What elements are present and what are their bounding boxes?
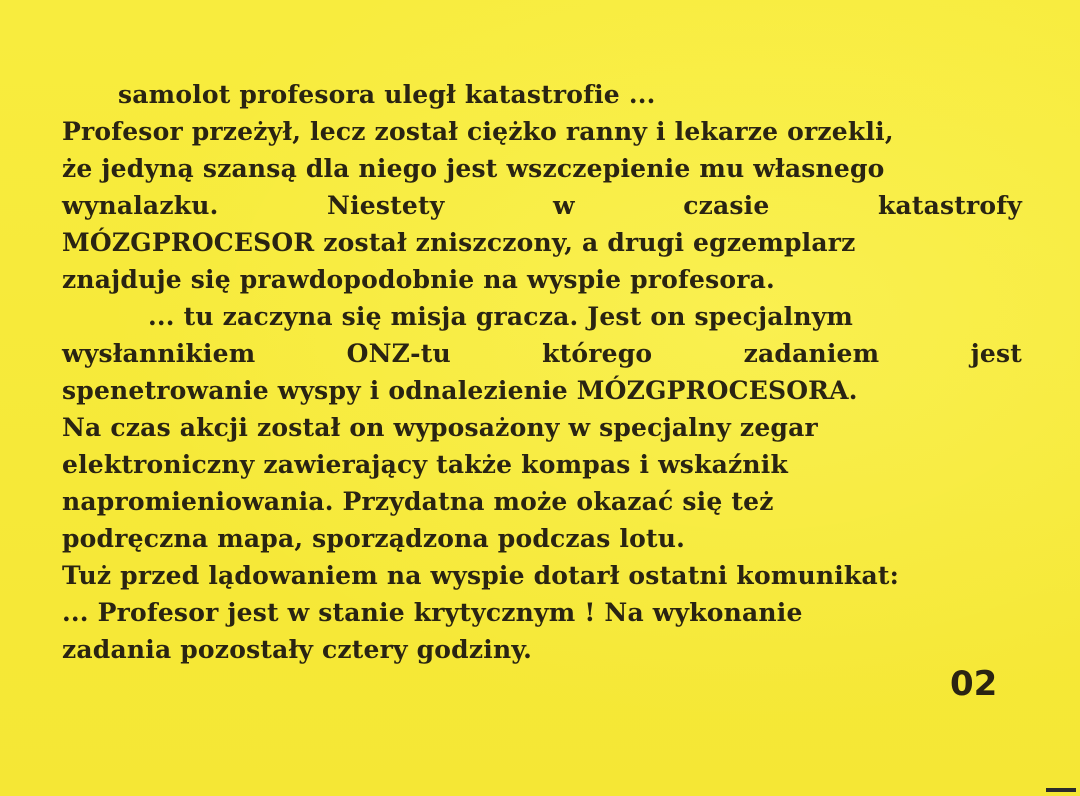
text-line: elektroniczny zawierający także kompas i wskaźnik xyxy=(62,450,788,479)
text-line: samolot profesora uległ katastrofie ... xyxy=(118,80,656,109)
body-text xyxy=(62,76,1022,668)
word: w xyxy=(552,191,575,220)
corner-mark xyxy=(1046,788,1076,792)
word: którego xyxy=(542,339,653,368)
text-line: Tuż przed lądowaniem na wyspie dotarł ostatni komunikat: xyxy=(62,561,900,590)
word: jest xyxy=(970,339,1022,368)
text-line: Profesor przeżył, lecz został ciężko ranny i lekarze orzekli, xyxy=(62,117,894,146)
text-line: zadania pozostały cztery godziny. xyxy=(62,635,533,664)
text-line: MÓZGPROCESOR został zniszczony, a drugi egzemplarz xyxy=(62,228,856,257)
word: wynalazku. xyxy=(62,191,219,220)
text-line: ... Profesor jest w stanie krytycznym ! Na wykonanie xyxy=(62,598,803,627)
text-line: Na czas akcji został on wyposażony w specjalny zegar xyxy=(62,413,818,442)
word: Niestety xyxy=(327,191,445,220)
page-number: 02 xyxy=(950,664,998,704)
text-line: znajduje się prawdopodobnie na wyspie profesora. xyxy=(62,265,775,294)
text-line: podręczna mapa, sporządzona podczas lotu. xyxy=(62,524,686,553)
text-line: napromieniowania. Przydatna może okazać się też xyxy=(62,487,774,516)
word: zadaniem xyxy=(743,339,880,368)
word: wysłannikiem xyxy=(62,339,256,368)
text-line: spenetrowanie wyspy i odnalezienie MÓZGPROCESORA. xyxy=(62,376,858,405)
word: czasie xyxy=(683,191,770,220)
word: katastrofy xyxy=(877,191,1022,220)
text-line: że jedyną szansą dla niego jest wszczepienie mu własnego xyxy=(62,154,885,183)
text-line: ... tu zaczyna się misja gracza. Jest on specjalnym xyxy=(148,302,854,331)
word: ONZ-tu xyxy=(346,339,451,368)
text-line xyxy=(62,335,1022,372)
text-line xyxy=(62,187,1022,224)
